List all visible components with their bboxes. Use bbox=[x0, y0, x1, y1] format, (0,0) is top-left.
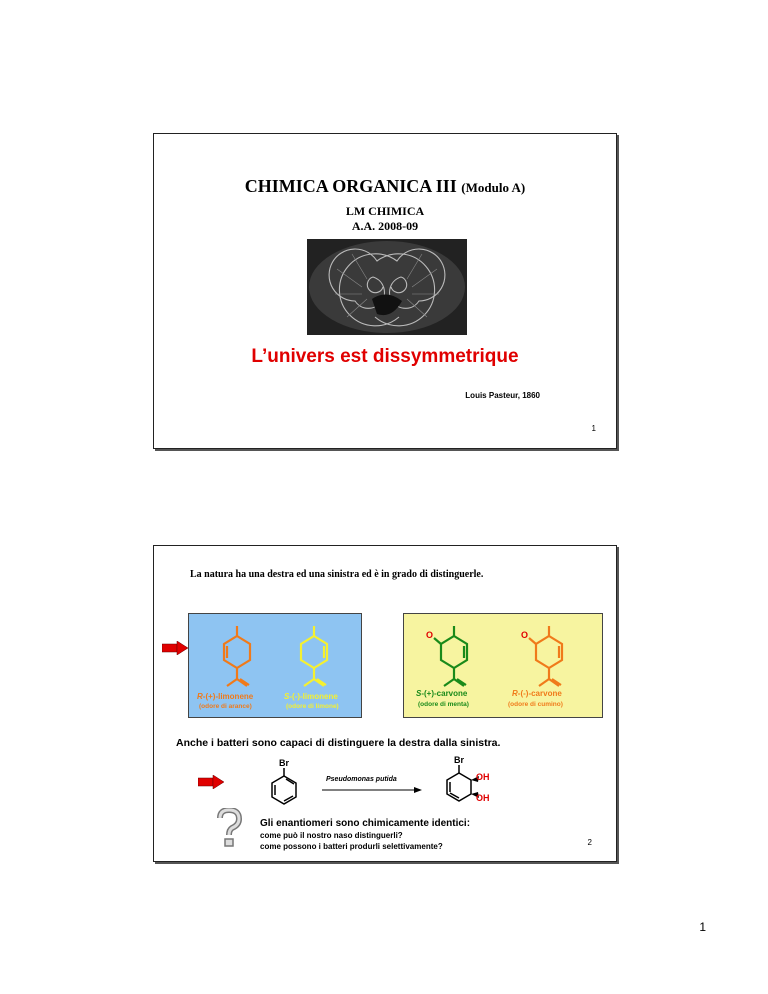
limonene-box bbox=[188, 613, 362, 718]
quote-author: Louis Pasteur, 1860 bbox=[465, 391, 540, 400]
document-page-number: 1 bbox=[699, 920, 706, 934]
diol-structure bbox=[444, 763, 480, 809]
bacteria-text: Anche i batteri sono capaci di distinguere la destra dalla sinistra. bbox=[176, 737, 501, 749]
slide-title bbox=[154, 176, 616, 197]
reagent-br-label: Br bbox=[279, 758, 290, 768]
s-limonene-label: S-(-)-limonene bbox=[284, 692, 338, 701]
title-text: CHIMICA ORGANICA III bbox=[244, 176, 457, 196]
r-carvone-structure bbox=[519, 624, 569, 694]
slide-2 bbox=[153, 545, 617, 862]
r-limonene-structure bbox=[217, 624, 257, 694]
pasteur-quote: L’univers est dissymmetrique bbox=[251, 346, 519, 367]
slide-1 bbox=[153, 133, 617, 449]
r-carvone-odor: (odore di cumino) bbox=[508, 701, 563, 708]
academic-year: A.A. 2008-09 bbox=[351, 219, 419, 233]
slide-page-number: 1 bbox=[591, 424, 596, 433]
r-carvone-label: R-(-)-carvone bbox=[512, 689, 562, 698]
red-arrow-icon bbox=[162, 641, 188, 655]
intro-text: La natura ha una destra ed una sinistra ed è in grado di distinguerle. bbox=[190, 569, 484, 580]
product-br-label: Br bbox=[454, 755, 465, 765]
carvone-box bbox=[403, 613, 603, 718]
s-carvone-oxygen: O bbox=[426, 630, 434, 640]
reaction-arrow-icon bbox=[322, 786, 422, 794]
r-limonene-odor: (odore di arance) bbox=[199, 703, 252, 710]
s-carvone-structure bbox=[424, 624, 474, 694]
module-label: (Modulo A) bbox=[461, 180, 526, 195]
s-carvone-label: S-(+)-carvone bbox=[416, 689, 468, 698]
red-arrow-icon bbox=[198, 775, 224, 789]
reaction-label: Pseudomonas putida bbox=[326, 776, 397, 783]
nautilus-shell-image bbox=[307, 239, 467, 335]
question-bacteria: come possono i batteri produrli selettivamente? bbox=[260, 842, 443, 851]
enantiomer-question: Gli enantiomeri sono chimicamente identici: bbox=[260, 818, 471, 829]
course-label: LM CHIMICA bbox=[345, 204, 425, 218]
slide-page-number: 2 bbox=[587, 838, 592, 847]
r-carvone-oxygen: O bbox=[521, 630, 529, 640]
s-limonene-odor: (odore di limone) bbox=[286, 703, 339, 710]
oh-label-bottom: OH bbox=[476, 793, 490, 803]
s-limonene-structure bbox=[294, 624, 334, 694]
question-nose: come può il nostro naso distinguerli? bbox=[260, 831, 403, 840]
oh-label-top: OH bbox=[476, 772, 490, 782]
s-carvone-odor: (odore di menta) bbox=[418, 701, 469, 708]
bromobenzene-structure bbox=[269, 766, 299, 806]
r-limonene-label: R-(+)-limonene bbox=[197, 692, 254, 701]
question-mark-icon bbox=[214, 808, 244, 848]
